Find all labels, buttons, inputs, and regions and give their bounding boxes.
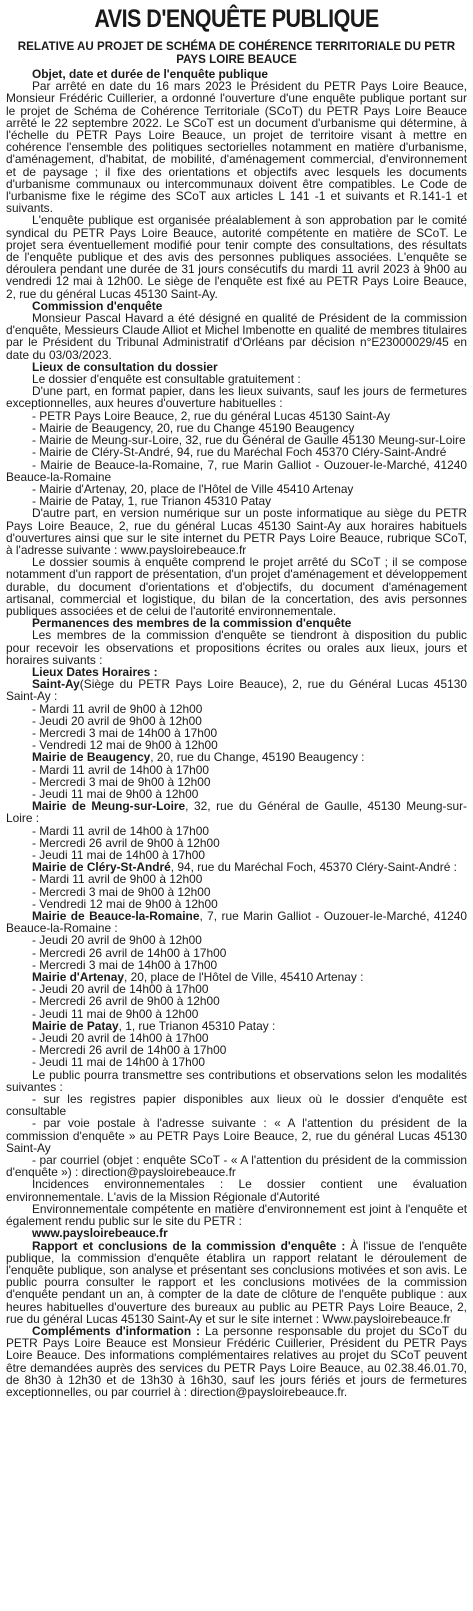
paragraph: L'enquête publique est organisée préalablement à son approbation par le comité syndical du PETR Pays Loire Beauce, autorité compétente en matière de SCoT. Le projet sera éventuellement modifié pour tenir compte des consultations, des résultats de l'enquête publique et des avis des personnes publiques associées. L'enquête se déroulera pendant une durée de 31 jours consécutifs du mardi 11 avril 2023 à 9h00 au vendredi 12 mai à 12h00. Le siège de l'enquête est fixé au PETR Pays Loire Beauce, 2, rue du général Lucas 45130 Saint-Ay. — [6, 213, 467, 301]
section-heading-report: Rapport et conclusions de la commission d'enquête : — [32, 1238, 346, 1253]
date-line: - Mercredi 3 mai de 9h00 à 12h00 — [32, 774, 211, 789]
list-item-place: - Mairie de Meung-sur-Loire, 32, rue du Général de Gaulle 45130 Meung-sur-Loire — [32, 433, 466, 448]
date-line: - Mardi 11 avril de 14h00 à 17h00 — [32, 762, 209, 777]
modality-item: - par voie postale à l'adresse suivante : « A l'attention du président de la commission d'enquête » au PETR Pays Loire Beauce, 2, rue du général Lucas 45130 Saint-Ay — [6, 1116, 467, 1155]
date-line: - Mercredi 26 avril de 9h00 à 12h00 — [32, 835, 220, 850]
date-line: - Mercredi 3 mai de 9h00 à 12h00 — [32, 884, 211, 899]
site-name: Mairie d'Artenay — [32, 970, 125, 985]
date-line: - Mardi 11 avril de 14h00 à 17h00 — [32, 823, 209, 838]
paragraph: Le dossier d'enquête est consultable gratuitement : — [32, 372, 301, 387]
date-line: - Vendredi 12 mai de 9h00 à 12h00 — [32, 738, 218, 753]
paragraph: Le public pourra transmettre ses contributions et observations selon les modalités suivantes : — [6, 1067, 467, 1094]
date-line: - Jeudi 11 mai de 14h00 à 17h00 — [32, 848, 205, 862]
site-name: Mairie de Cléry-St-André — [32, 860, 171, 875]
list-item-place: - Mairie de Patay, 1, rue Trianon 45310 Patay — [32, 494, 272, 509]
date-line: - Mardi 11 avril de 9h00 à 12h00 — [32, 872, 203, 887]
date-line: - Jeudi 11 mai de 9h00 à 12h00 — [32, 1006, 199, 1021]
date-line: - Mercredi 26 avril de 14h00 à 17h00 — [32, 1043, 227, 1058]
notice-title: AVIS D'ENQUÊTE PUBLIQUE — [94, 5, 379, 33]
site-line — [6, 910, 467, 934]
list-item-place: - Mairie de Beaugency, 20, rue du Change 45190 Beaugency — [32, 420, 355, 435]
site-address: , 1, rue Trianon 45310 Patay : — [118, 1018, 276, 1033]
date-line: - Mercredi 26 avril de 14h00 à 17h00 — [32, 945, 227, 960]
site-name: Mairie de Patay — [32, 1018, 119, 1033]
paragraph: D'une part, en format papier, dans les lieux suivants, sauf les jours de fermetures exceptionnelles, aux heures d'ouverture habituelles : — [6, 384, 467, 411]
site-address: (Siège du PETR Pays Loire Beauce), 2, rue du Général Lucas 45130 Saint-Ay : — [6, 677, 467, 704]
paragraph: Monsieur Pascal Havard a été désigné en qualité de Président de la commission d'enquête, Messieurs Claude Alliot et Michel Imbenotte en qualité de membres titulaires par le Président du Tribunal Administratif d'Orléans par décision n°E23000029/45 en date du 03/03/2023. — [6, 311, 467, 362]
site-name: Mairie de Meung-sur-Loire — [32, 799, 186, 814]
date-line: - Mardi 11 avril de 9h00 à 12h00 — [32, 701, 203, 716]
modality-item: - sur les registres papier disponibles aux lieux où le dossier d'enquête est consultable — [6, 1092, 467, 1119]
site-name: Saint-Ay — [32, 677, 80, 692]
section-heading-permanences: Permanences des membres de la commission d'enquête — [32, 616, 352, 631]
date-line: - Mercredi 3 mai de 14h00 à 17h00 — [32, 725, 218, 740]
date-line: - Jeudi 20 avril de 14h00 à 17h00 — [32, 982, 209, 997]
paragraph-text: À l'issue de l'enquête publique, la commission d'enquête établira un rapport relatant le déroulement de l'enquête publique, son analyse et présentant ses conclusions motivées et son avis. Le public pourra consulter le rapport et les conclusions motivées de la commission d'enquête pendant un an, à compter de la date de clôture de l'enquête publique : aux heures habituelles d'ouverture des bureaux au public au PETR Pays Loire Beauce, 2, rue du général Lucas 45130 Saint-Ay et sur le site internet : Www.paysloirebeauce.fr — [6, 1238, 467, 1326]
date-line: - Jeudi 11 mai de 14h00 à 17h00 — [32, 1055, 205, 1070]
date-line: - Vendredi 12 mai de 9h00 à 12h00 — [32, 896, 218, 911]
paragraph: Incidences environnementales : Le dossier contient une évaluation environnementale. L'avis de la Mission Régionale d'Autorité — [6, 1177, 467, 1204]
paragraph: Environnementale compétente en matière d'environnement est joint à l'enquête et également rendu public sur le site du PETR : — [6, 1201, 467, 1229]
website-link[interactable]: www.paysloirebeauce.fr — [32, 1226, 168, 1241]
paragraph: Les membres de la commission d'enquête se tiendront à disposition du public pour recevoir les observations et propositions écrites ou orales aux lieux, jours et horaires suivants : — [6, 628, 467, 667]
section-heading-object: Objet, date et durée de l'enquête publique — [32, 67, 269, 81]
date-line: - Jeudi 20 avril de 9h00 à 12h00 — [32, 933, 202, 948]
site-line — [6, 800, 467, 824]
site-address: , 20, rue du Change, 45190 Beaugency : — [150, 750, 365, 765]
notice-body — [6, 68, 467, 1398]
section-heading-consultation: Lieux de consultation du dossier — [32, 359, 218, 374]
section-heading-info: Compléments d'information : — [32, 1323, 201, 1338]
site-address: , 32, rue du Général de Gaulle, 45130 Meung-sur-Loire : — [6, 799, 467, 826]
modality-item: - par courriel (objet : enquête SCoT - « A l'attention du président de la commission d'enquête ») : direction@paysloirebeauce.fr — [6, 1153, 467, 1180]
notice-subtitle: RELATIVE AU PROJET DE SCHÉMA DE COHÉRENCE TERRITORIALE DU PETR PAYS LOIRE BEAUCE — [17, 40, 456, 66]
paragraph: Le dossier soumis à enquête comprend le projet arrêté du SCoT ; il se compose notamment d'un rapport de présentation, d'un projet d'aménagement et développement durable, du document d'orientations et d'objectifs, du document d'aménagement artisanal, commercial et logistique, du bilan de la concertation, des avis personnes publiques associées et de celui de l'autorité environnementale. — [6, 555, 467, 618]
schedule-heading: Lieux Dates Horaires : — [32, 664, 158, 679]
date-line: - Jeudi 20 avril de 9h00 à 12h00 — [32, 713, 202, 728]
date-line: - Jeudi 11 mai de 9h00 à 12h00 — [32, 786, 199, 801]
site-name: Mairie de Beauce-la-Romaine — [32, 909, 200, 924]
site-address: , 94, rue du Maréchal Foch, 45370 Cléry-Saint-André : — [170, 860, 457, 875]
paragraph-text: La personne responsable du projet du SCoT du PETR Pays Loire Beauce est Monsieur Frédéric Cuillerier, Président du PETR Pays Loire Beauce. Des informations complémentaires relatives au projet du SCoT peuvent être demandées auprès des services du PETR Pays Loire Beauce, au 02.38.46.01.70, de 8h30 à 12h30 et de 13h30 à 16h30, sauf les jours fériés et jours de fermetures exceptionnelles, ou par courriel à : direction@paysloirebeauce.fr. — [6, 1323, 467, 1399]
site-name: Mairie de Beaugency — [32, 750, 151, 765]
list-item-place: - Mairie d'Artenay, 20, place de l'Hôtel de Ville 45410 Artenay — [32, 481, 354, 496]
date-line: - Jeudi 20 avril de 14h00 à 17h00 — [32, 1031, 209, 1046]
list-item-place: - Mairie de Beauce-la-Romaine, 7, rue Marin Galliot - Ouzouer-le-Marché, 41240 Beauce-la-Romaine — [6, 457, 467, 484]
date-line: - Mercredi 3 mai de 14h00 à 17h00 — [32, 957, 218, 972]
site-line — [6, 751, 467, 763]
list-item-place: - PETR Pays Loire Beauce, 2, rue du général Lucas 45130 Saint-Ay — [32, 408, 391, 423]
paragraph — [6, 1240, 467, 1325]
paragraph: D'autre part, en version numérique sur un poste informatique au siège du PETR Pays Loire Beauce, 2, rue du général Lucas 45130 Saint-Ay aux horaires habituels d'ouvertures ainsi que sur le site internet du PETR Pays Loire Beauce, rubrique SCoT, à l'adresse suivante : www.paysloirebeauce.fr — [6, 506, 467, 557]
paragraph: Par arrêté en date du 16 mars 2023 le Président du PETR Pays Loire Beauce, Monsieur Frédéric Cuillerier, a ordonné l'ouverture d'une enquête publique portant sur le projet de Schéma de Cohérence Territoriale (SCoT) du PETR Pays Loire Beauce arrêté le 22 septembre 2022. Le SCoT est un document d'urbanisme qui détermine, à l'échelle du PETR Pays Loire Beauce, un projet de territoire visant à mettre en cohérence l'ensemble des politiques sectorielles notamment en matière d'urbanisme, d'aménagement, d'habitat, de mobilité, d'aménagement commercial, d'environnement et de paysage ; il fixe des orientations et objectifs avec lesquels les documents d'urbanisme communaux ou intercommunaux doivent être compatibles. Le Code de l'urbanisme fixe le régime des SCoT aux articles L 141 -1 et suivants et R.141-1 et suivants. — [6, 79, 467, 216]
paragraph — [6, 1325, 467, 1398]
date-line: - Mercredi 26 avril de 9h00 à 12h00 — [32, 994, 220, 1009]
site-address: , 20, place de l'Hôtel de Ville, 45410 Artenay : — [124, 970, 364, 985]
site-address: , 7, rue Marin Galliot - Ouzouer-le-Marché, 41240 Beauce-la-Romaine : — [6, 909, 467, 936]
site-line — [6, 678, 467, 702]
section-heading-commission: Commission d'enquête — [32, 298, 163, 313]
list-item-place: - Mairie de Cléry-St-André, 94, rue du Maréchal Foch 45370 Cléry-Saint-André — [32, 445, 447, 460]
